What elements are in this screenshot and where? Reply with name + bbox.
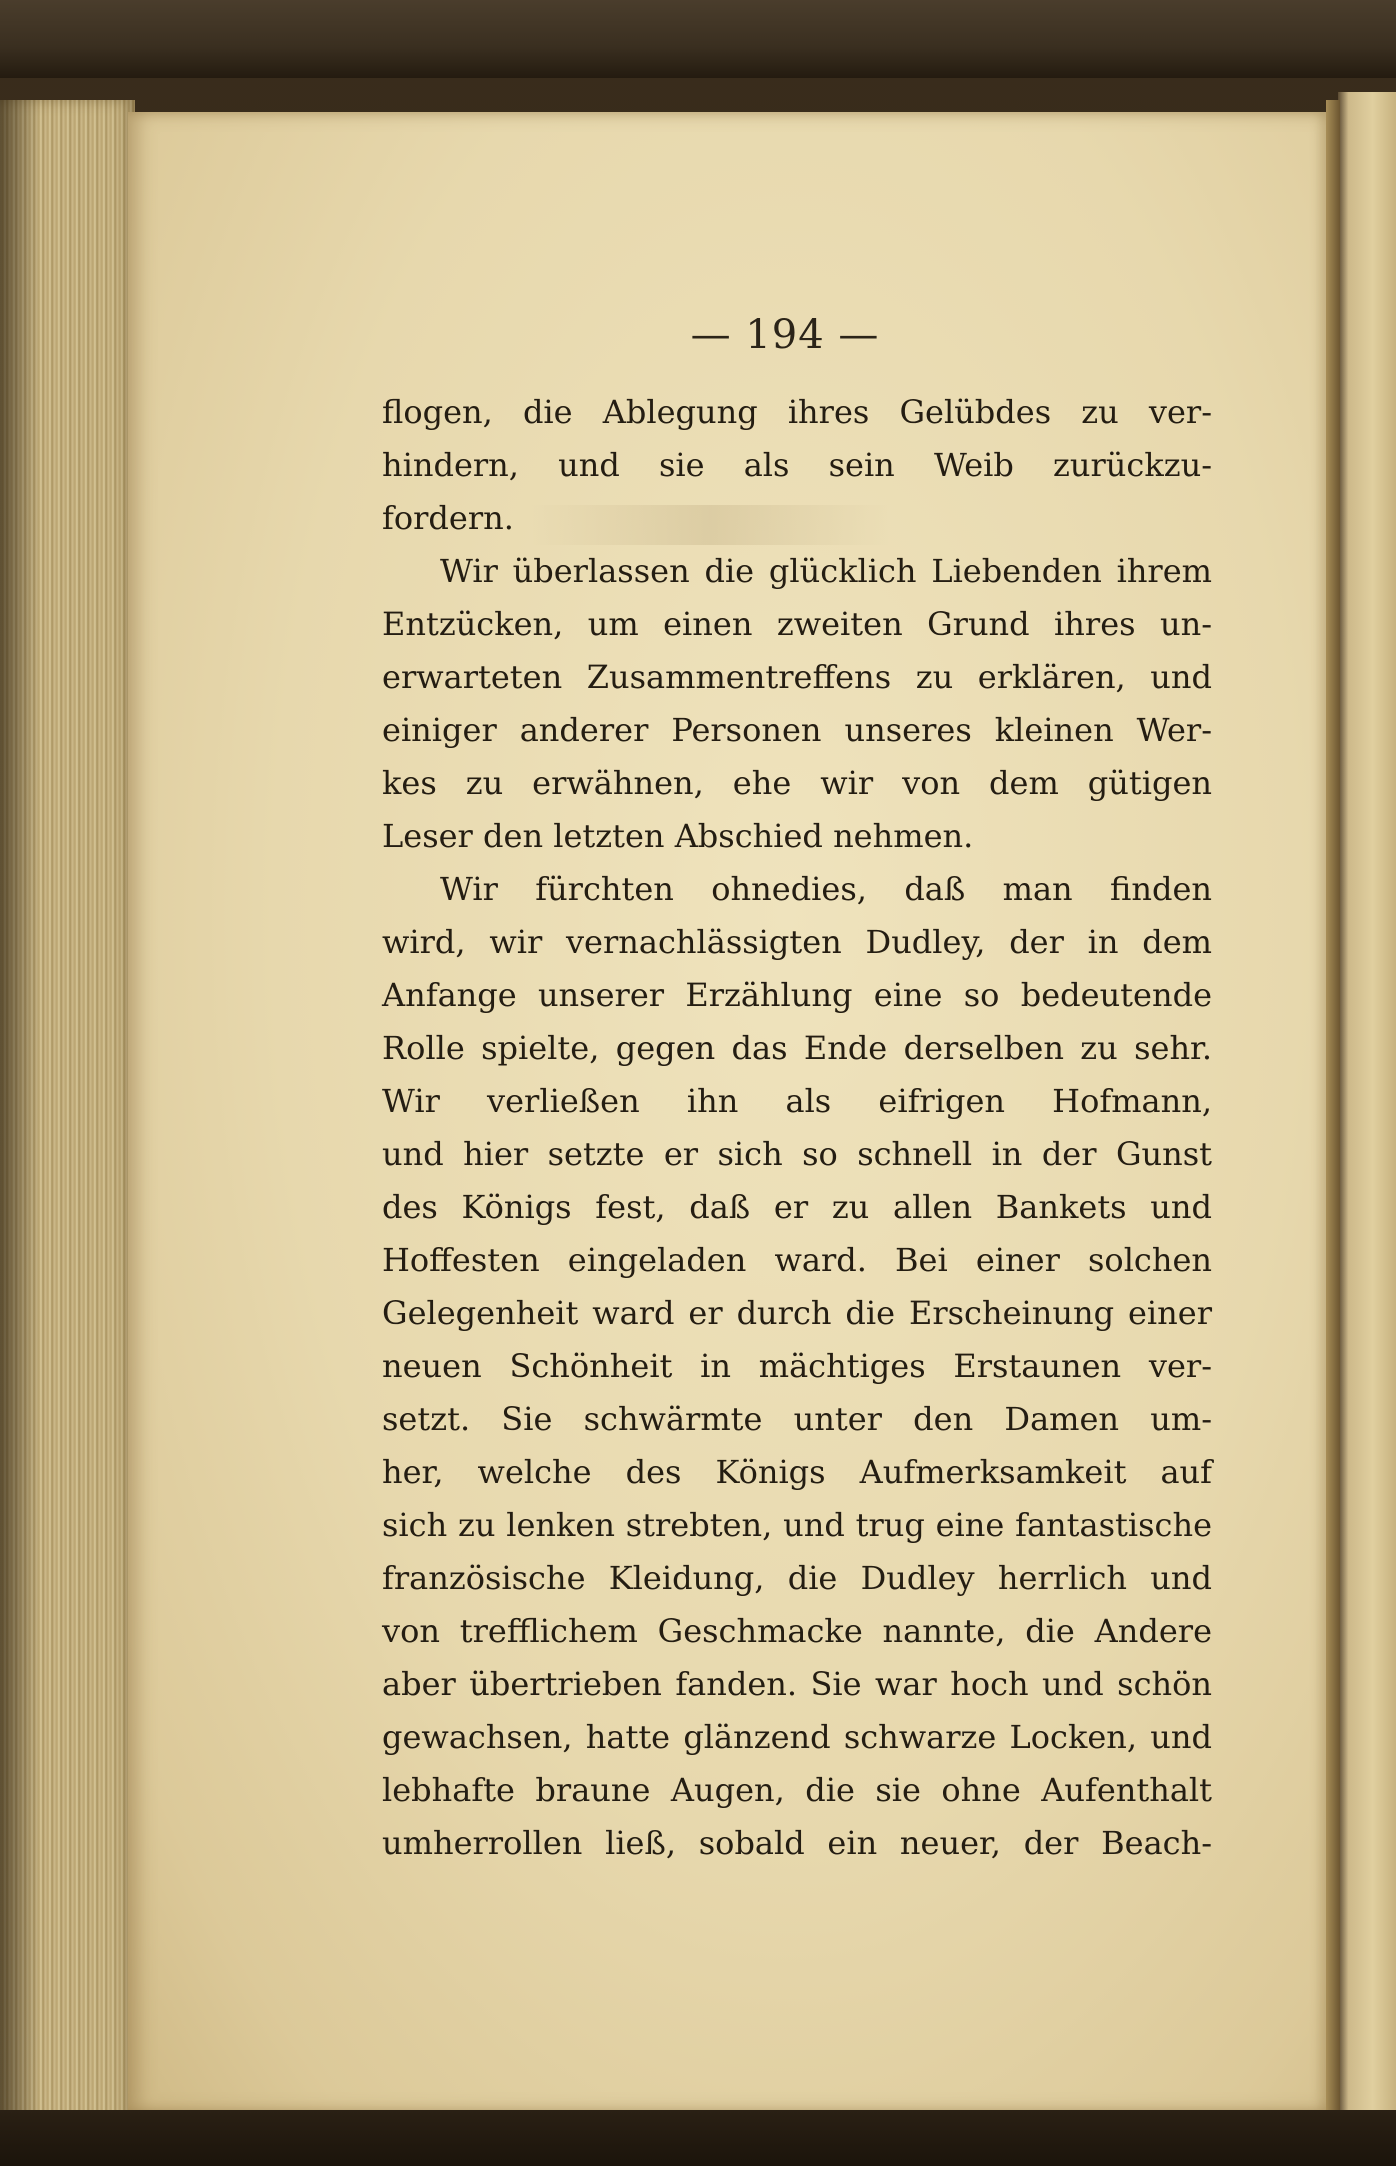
page-number: — 194 — (690, 312, 880, 358)
text-line: her, welche des Königs Aufmerksamkeit auf (382, 1453, 1212, 1491)
text-line: Wir fürchten ohnedies, daß man finden (440, 870, 1212, 908)
text-line: französische Kleidung, die Dudley herrlich und (382, 1559, 1212, 1597)
text-line: von trefflichem Geschmacke nannte, die Andere (382, 1612, 1212, 1650)
text-line: flogen, die Ablegung ihres Gelübdes zu ver- (382, 393, 1212, 431)
book-cover-top-edge (0, 0, 1396, 78)
text-line: wird, wir vernachlässigten Dudley, der in dem (382, 923, 1212, 961)
text-line: Wir überlassen die glücklich Liebenden ihrem (440, 552, 1212, 590)
text-line: fordern. (382, 499, 514, 537)
text-line: kes zu erwähnen, ehe wir von dem gütigen (382, 764, 1212, 802)
text-line: einiger anderer Personen unseres kleinen Wer- (382, 711, 1212, 749)
text-line: lebhafte braune Augen, die sie ohne Aufenthalt (382, 1771, 1212, 1809)
text-line: setzt. Sie schwärmte unter den Damen um- (382, 1400, 1212, 1438)
text-line: Hoffesten eingeladen ward. Bei einer solchen (382, 1241, 1212, 1279)
text-line: umherrollen ließ, sobald ein neuer, der Beach- (382, 1824, 1212, 1862)
facing-page-strip (1338, 92, 1396, 2132)
text-line: Wir verließen ihn als eifrigen Hofmann, (382, 1082, 1212, 1120)
text-line: und hier setzte er sich so schnell in der Gunst (382, 1135, 1212, 1173)
page-edge-shadow (0, 100, 40, 2130)
text-line: des Königs fest, daß er zu allen Bankets und (382, 1188, 1212, 1226)
book-gutter (1326, 100, 1340, 2130)
text-line: Entzücken, um einen zweiten Grund ihres un- (382, 605, 1212, 643)
text-line: neuen Schönheit in mächtiges Erstaunen ver- (382, 1347, 1212, 1385)
text-line: Gelegenheit ward er durch die Erscheinung einer (382, 1294, 1212, 1332)
text-line: Anfange unserer Erzählung eine so bedeutende (382, 976, 1212, 1014)
text-line: aber übertrieben fanden. Sie war hoch und schön (382, 1665, 1212, 1703)
text-line: Leser den letzten Abschied nehmen. (382, 817, 974, 855)
text-line: hindern, und sie als sein Weib zurückzu- (382, 446, 1212, 484)
text-line: erwarteten Zusammentreffens zu erklären, und (382, 658, 1212, 696)
text-line: sich zu lenken strebten, und trug eine fantastische (382, 1506, 1212, 1544)
book-cover-bottom-edge (0, 2110, 1396, 2166)
text-line: Rolle spielte, gegen das Ende derselben zu sehr. (382, 1029, 1212, 1067)
text-line: gewachsen, hatte glänzend schwarze Locken, und (382, 1718, 1212, 1756)
page-body-text (382, 386, 1212, 1870)
